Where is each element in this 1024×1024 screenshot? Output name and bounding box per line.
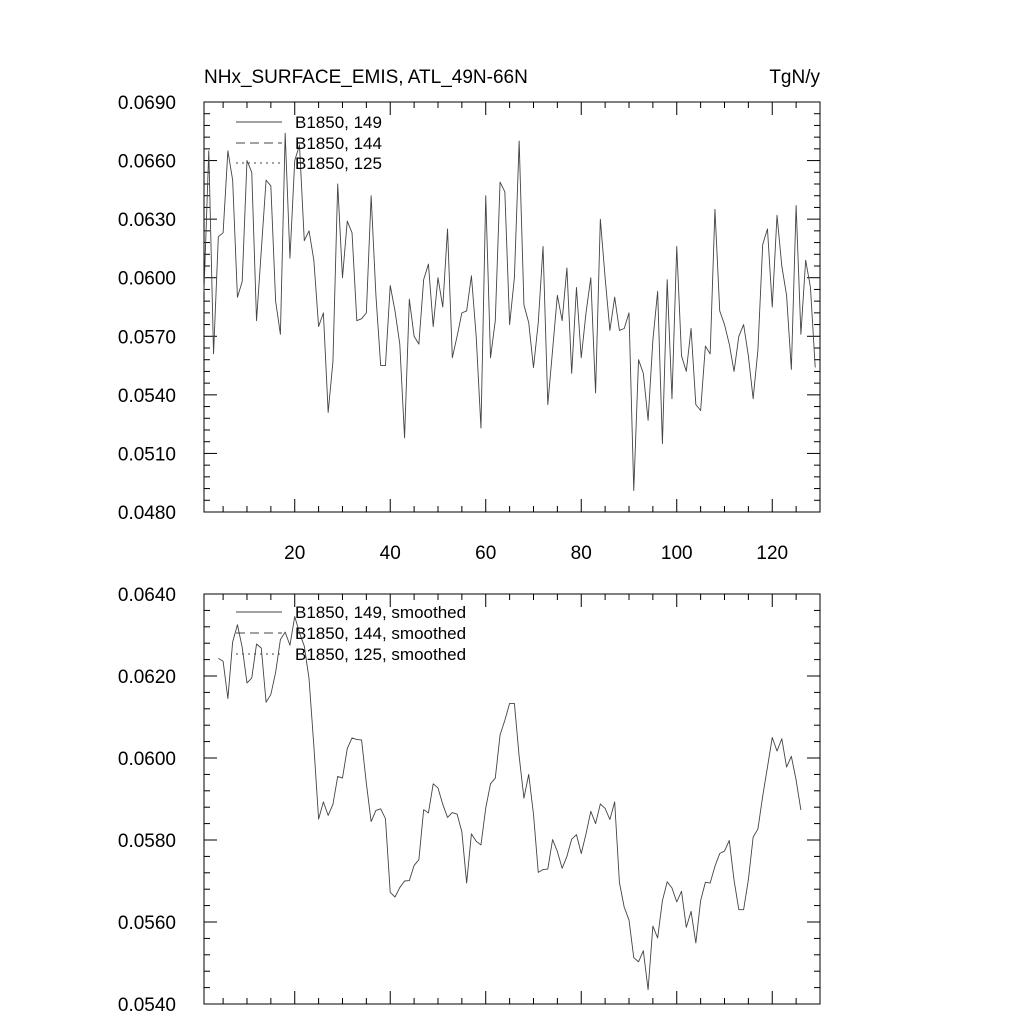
top-xtick-label: 120 [756, 543, 789, 564]
top-ytick-label: 0.0660 [117, 151, 176, 173]
bottom-ytick-label: 0.0640 [117, 585, 176, 606]
bottom-panel [118, 585, 820, 1016]
top-ytick-label: 0.0570 [117, 327, 176, 349]
top-xtick-label: 20 [284, 543, 306, 564]
legend-label-125-smoothed: B1850, 125, smoothed [295, 645, 467, 664]
bottom-ytick-label: 0.0540 [117, 995, 176, 1016]
legend-label-144-smoothed: B1850, 144, smoothed [295, 624, 467, 643]
top-xtick-label: 80 [570, 543, 592, 564]
top-title: NHx_SURFACE_EMIS, ATL_49N-66N [204, 67, 528, 88]
top-xtick-label: 40 [379, 543, 401, 564]
bottom-ytick-label: 0.0620 [117, 667, 176, 688]
bottom-legend [236, 603, 466, 664]
bottom-ytick-label: 0.0600 [117, 749, 176, 770]
top-ytick-label: 0.0690 [117, 93, 176, 114]
top-ytick-label: 0.0480 [117, 503, 176, 524]
top-ytick-label: 0.0600 [117, 268, 176, 290]
bottom-series [218, 617, 801, 990]
bottom-ticks [118, 585, 820, 1016]
bottom-ytick-label: 0.0580 [117, 831, 176, 852]
bottom-series-line [218, 617, 801, 990]
top-xtick-label: 60 [475, 543, 497, 564]
top-series-line [204, 133, 815, 490]
legend-label-149-smoothed: B1850, 149, smoothed [295, 603, 467, 622]
top-series [204, 133, 815, 490]
top-ytick-label: 0.0540 [117, 385, 176, 407]
top-panel [118, 67, 821, 564]
top-ytick-label: 0.0630 [117, 210, 176, 232]
top-legend [236, 113, 382, 173]
top-ticks [118, 93, 820, 564]
legend-label-144: B1850, 144 [295, 134, 382, 153]
top-xtick-label: 100 [660, 543, 693, 564]
legend-label-149: B1850, 149 [295, 113, 382, 132]
legend-label-125: B1850, 125 [295, 154, 382, 173]
bottom-ytick-label: 0.0560 [117, 913, 176, 934]
top-ytick-label: 0.0510 [117, 444, 176, 466]
top-units: TgN/y [769, 67, 820, 88]
